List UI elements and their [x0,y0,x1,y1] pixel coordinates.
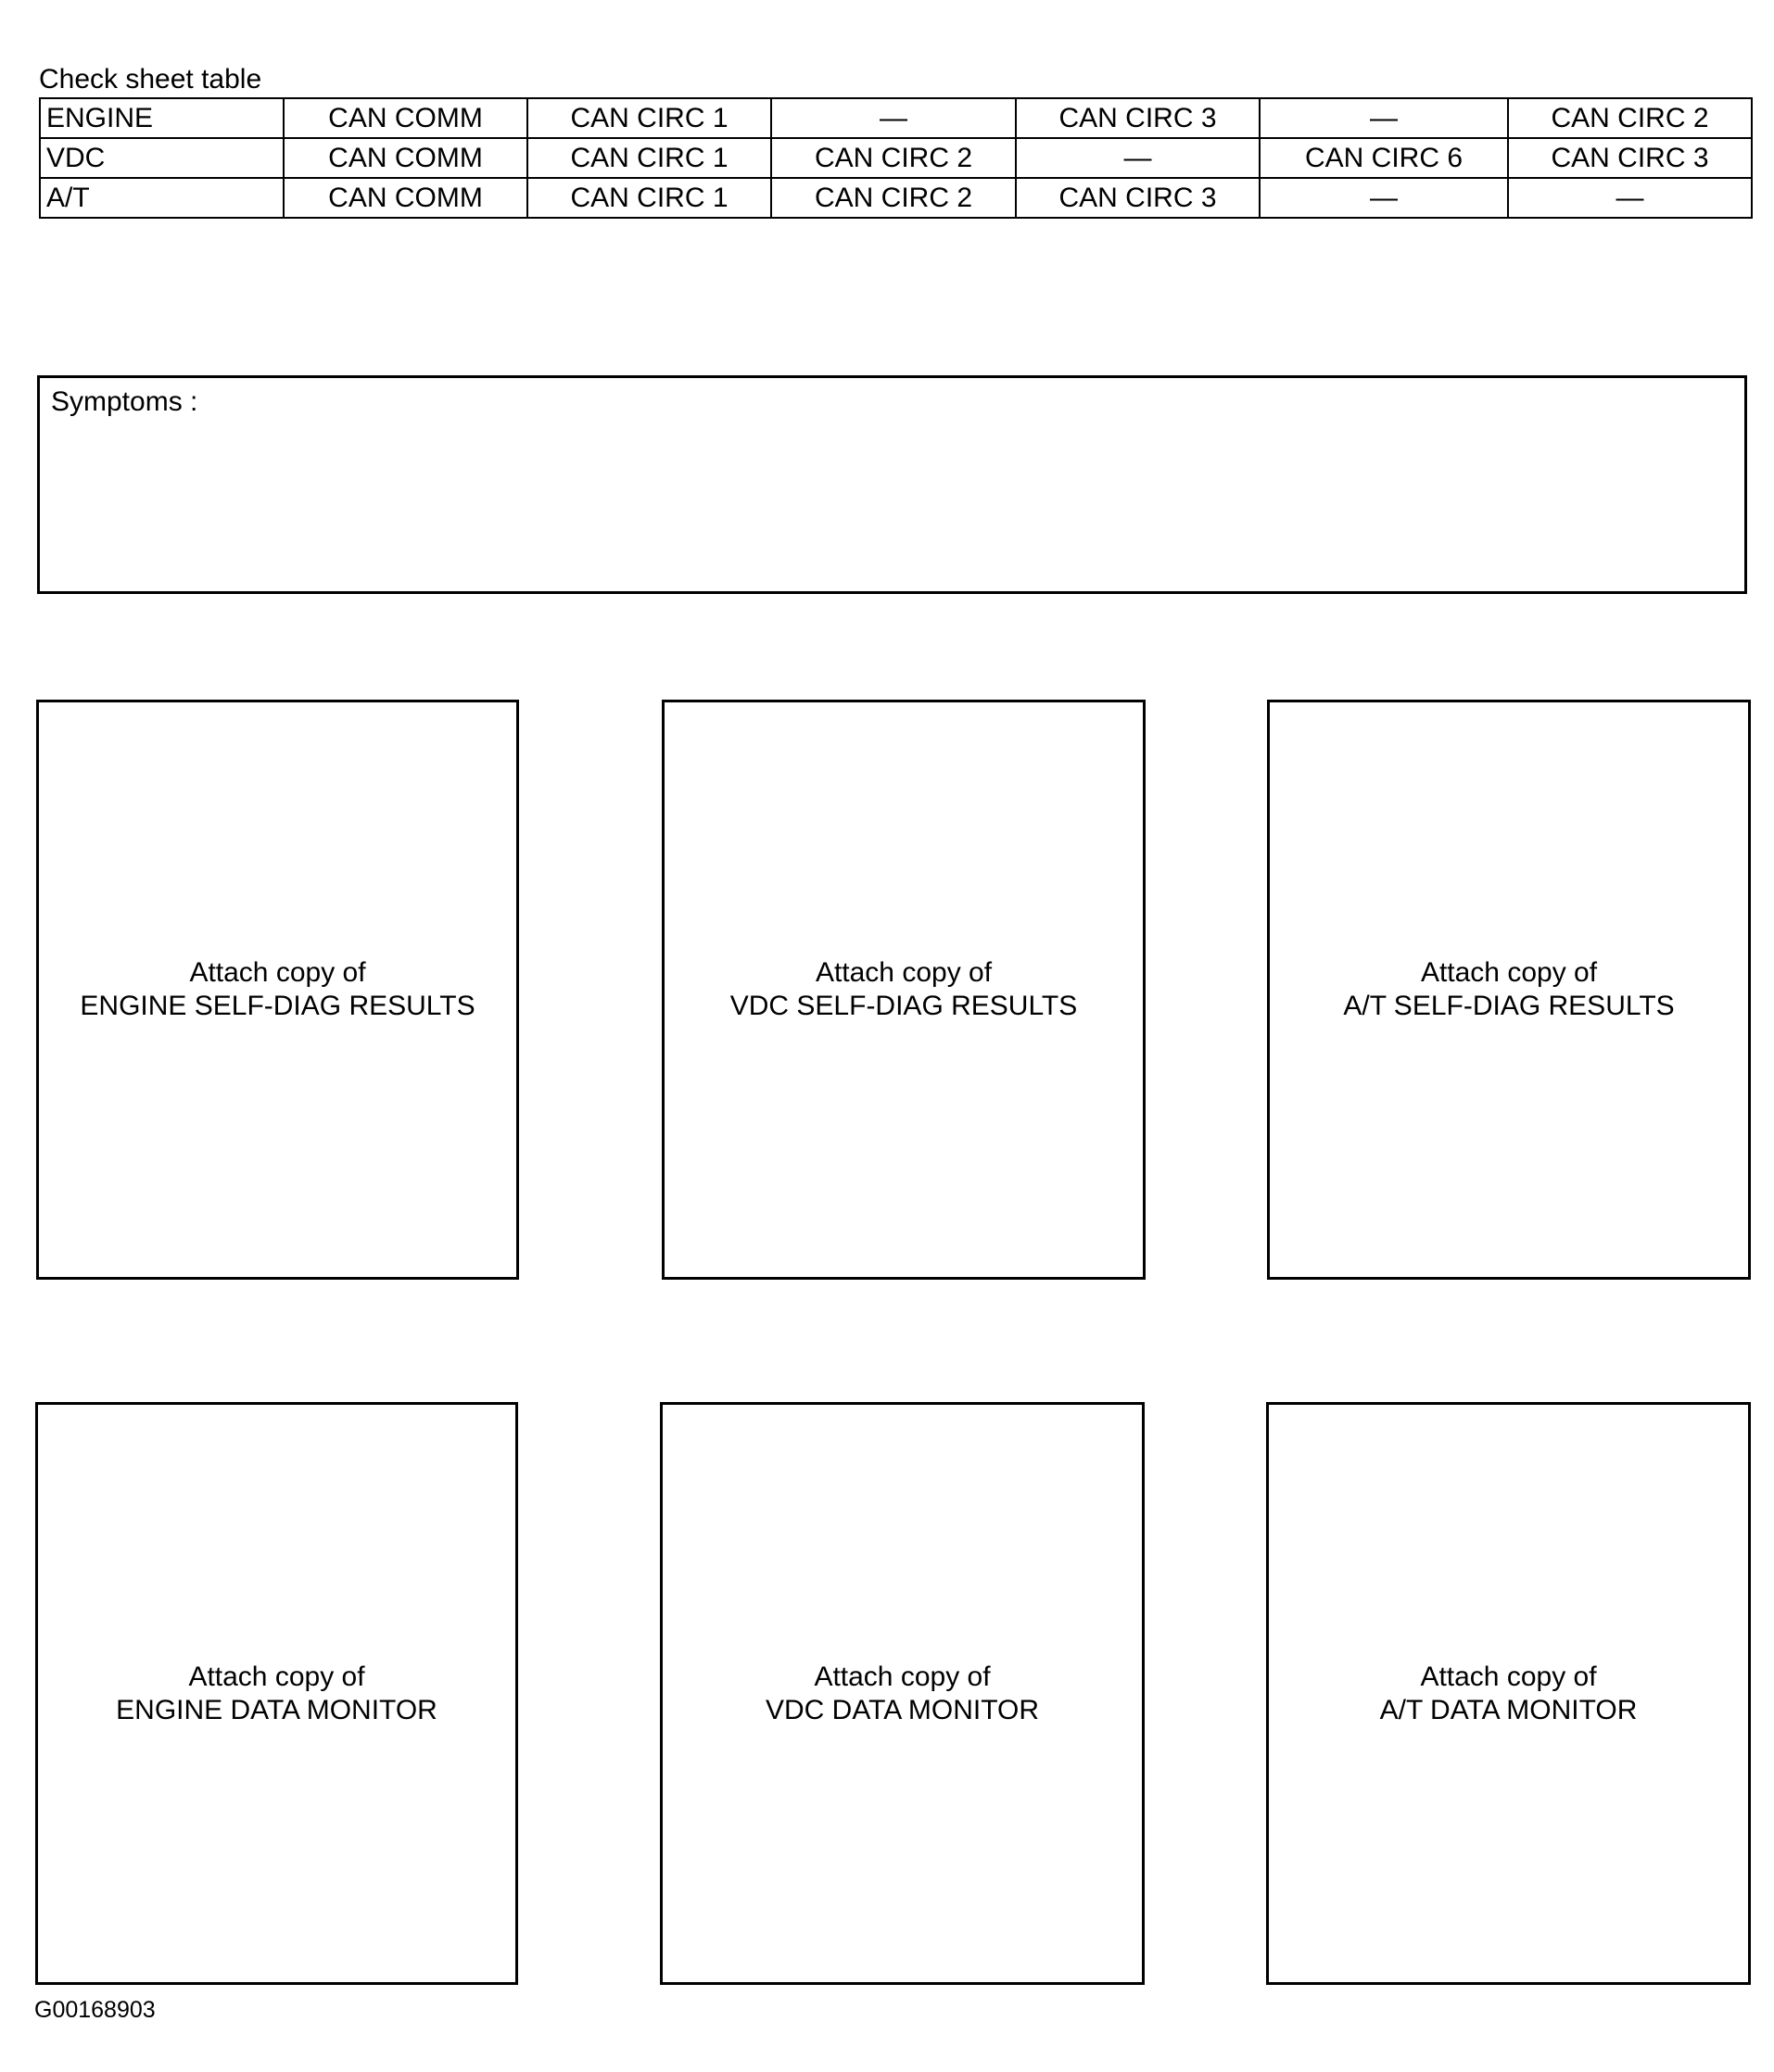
table-cell: — [1508,178,1752,218]
table-cell: CAN CIRC 2 [1508,98,1752,138]
attach-box-vdc-self-diag[interactable] [662,700,1146,1280]
table-cell: CAN CIRC 2 [771,138,1016,178]
table-cell: CAN CIRC 3 [1016,98,1260,138]
attach-instruction [766,1661,1039,1727]
attach-line1: Attach copy of [814,1661,991,1692]
table-cell: — [1260,178,1508,218]
attach-line1: Attach copy of [1420,1661,1597,1692]
table-cell: CAN CIRC 6 [1260,138,1508,178]
row-label-vdc: VDC [40,138,284,178]
attach-line1: Attach copy of [188,1661,365,1692]
row-label-at: A/T [40,178,284,218]
table-cell: CAN COMM [284,98,527,138]
table-cell: CAN CIRC 3 [1508,138,1752,178]
attach-line1: Attach copy of [815,957,993,988]
table-cell: CAN CIRC 1 [527,178,771,218]
symptoms-box[interactable] [37,375,1747,594]
attach-instruction [116,1661,437,1727]
table-cell: CAN CIRC 1 [527,98,771,138]
table-cell: — [771,98,1016,138]
table-row-at [40,178,1752,218]
attach-instruction [80,956,475,1023]
table-cell: CAN COMM [284,178,527,218]
attach-line2: ENGINE DATA MONITOR [116,1694,437,1725]
attach-instruction [1380,1661,1638,1727]
table-row-engine [40,98,1752,138]
attach-instruction [1343,956,1674,1023]
attach-line2: VDC SELF-DIAG RESULTS [729,991,1078,1021]
attach-line2: VDC DATA MONITOR [765,1694,1040,1725]
attach-box-at-data-monitor[interactable] [1266,1402,1751,1985]
attach-box-engine-data-monitor[interactable] [35,1402,518,1985]
attach-line2: ENGINE SELF-DIAG RESULTS [80,991,475,1021]
table-cell: CAN CIRC 3 [1016,178,1260,218]
attach-line1: Attach copy of [189,957,366,988]
table-cell: — [1260,98,1508,138]
figure-id: G00168903 [34,1997,156,2023]
check-sheet-table [39,97,1753,219]
attach-line2: A/T DATA MONITOR [1379,1694,1638,1725]
attach-box-vdc-data-monitor[interactable] [660,1402,1145,1985]
table-cell: CAN COMM [284,138,527,178]
attach-line1: Attach copy of [1420,957,1598,988]
table-cell: — [1016,138,1260,178]
symptoms-label: Symptoms : [51,386,198,417]
attach-box-engine-self-diag[interactable] [36,700,519,1280]
table-cell: CAN CIRC 2 [771,178,1016,218]
check-sheet-caption: Check sheet table [39,64,262,95]
row-label-engine: ENGINE [40,98,284,138]
table-cell: CAN CIRC 1 [527,138,771,178]
attach-line2: A/T SELF-DIAG RESULTS [1343,991,1675,1021]
table-row-vdc [40,138,1752,178]
attach-instruction [730,956,1078,1023]
attach-box-at-self-diag[interactable] [1267,700,1751,1280]
